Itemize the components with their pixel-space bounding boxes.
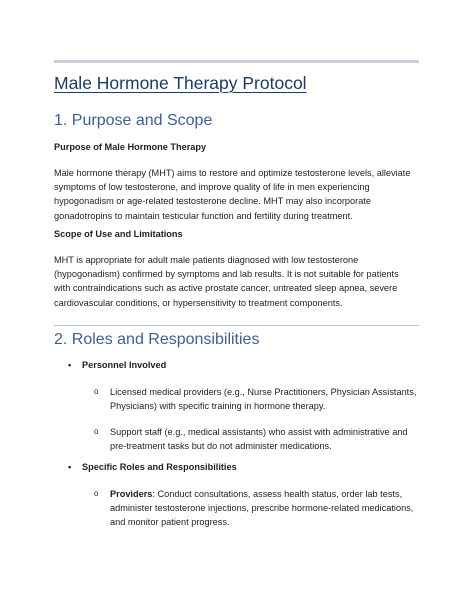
section-divider <box>54 325 419 326</box>
bullet-label: Specific Roles and Responsibilities <box>82 462 237 472</box>
purpose-subheading: Purpose of Male Hormone Therapy <box>54 142 207 152</box>
header-rule <box>54 60 419 63</box>
bullet-label: Personnel Involved <box>82 360 167 370</box>
section-heading-roles: 2. Roles and Responsibilities <box>54 331 260 348</box>
sub-item-text: Licensed medical providers (e.g., Nurse Practitioners, Physician Assistants, Physicians) with specific training in hormone therapy. <box>110 387 417 412</box>
sub-item-lead: Providers <box>110 489 153 499</box>
scope-paragraph: MHT is appropriate for adult male patients diagnosed with low testosterone (hypogonadism) confirmed by symptoms and lab results. It is not suitable for patients with contraindications such as active prostate cancer, untreated sleep apnea, severe cardiovascular conditions, or hypersensitivity to treatment components. <box>54 255 399 308</box>
bullet-marker: • <box>68 360 72 370</box>
sub-item-body: : Conduct consultations, assess health status, order lab tests, administer testosterone injections, prescribe hormone-related medications, and monitor patient progress. <box>110 489 414 528</box>
sub-bullet-marker: o <box>94 489 99 498</box>
bullet-marker: • <box>68 462 72 472</box>
sub-bullet-marker: o <box>94 427 99 436</box>
section-heading-purpose-scope: 1. Purpose and Scope <box>54 112 213 129</box>
scope-subheading: Scope of Use and Limitations <box>54 229 183 239</box>
sub-item-text <box>110 487 420 530</box>
purpose-paragraph: Male hormone therapy (MHT) aims to restore and optimize testosterone levels, alleviate symptoms of low testosterone, and improve quality of life in men experiencing hypogonadism or age-related testosterone decline. MHT may also incorporate gonadotropins to maintain testicular function and fertility during treatment. <box>54 168 411 221</box>
document-title: Male Hormone Therapy Protocol <box>54 73 307 93</box>
sub-item-text: Support staff (e.g., medical assistants) who assist with administrative and pre-treatment tasks but do not administer medications. <box>110 427 408 452</box>
sub-bullet-marker: o <box>94 387 99 396</box>
